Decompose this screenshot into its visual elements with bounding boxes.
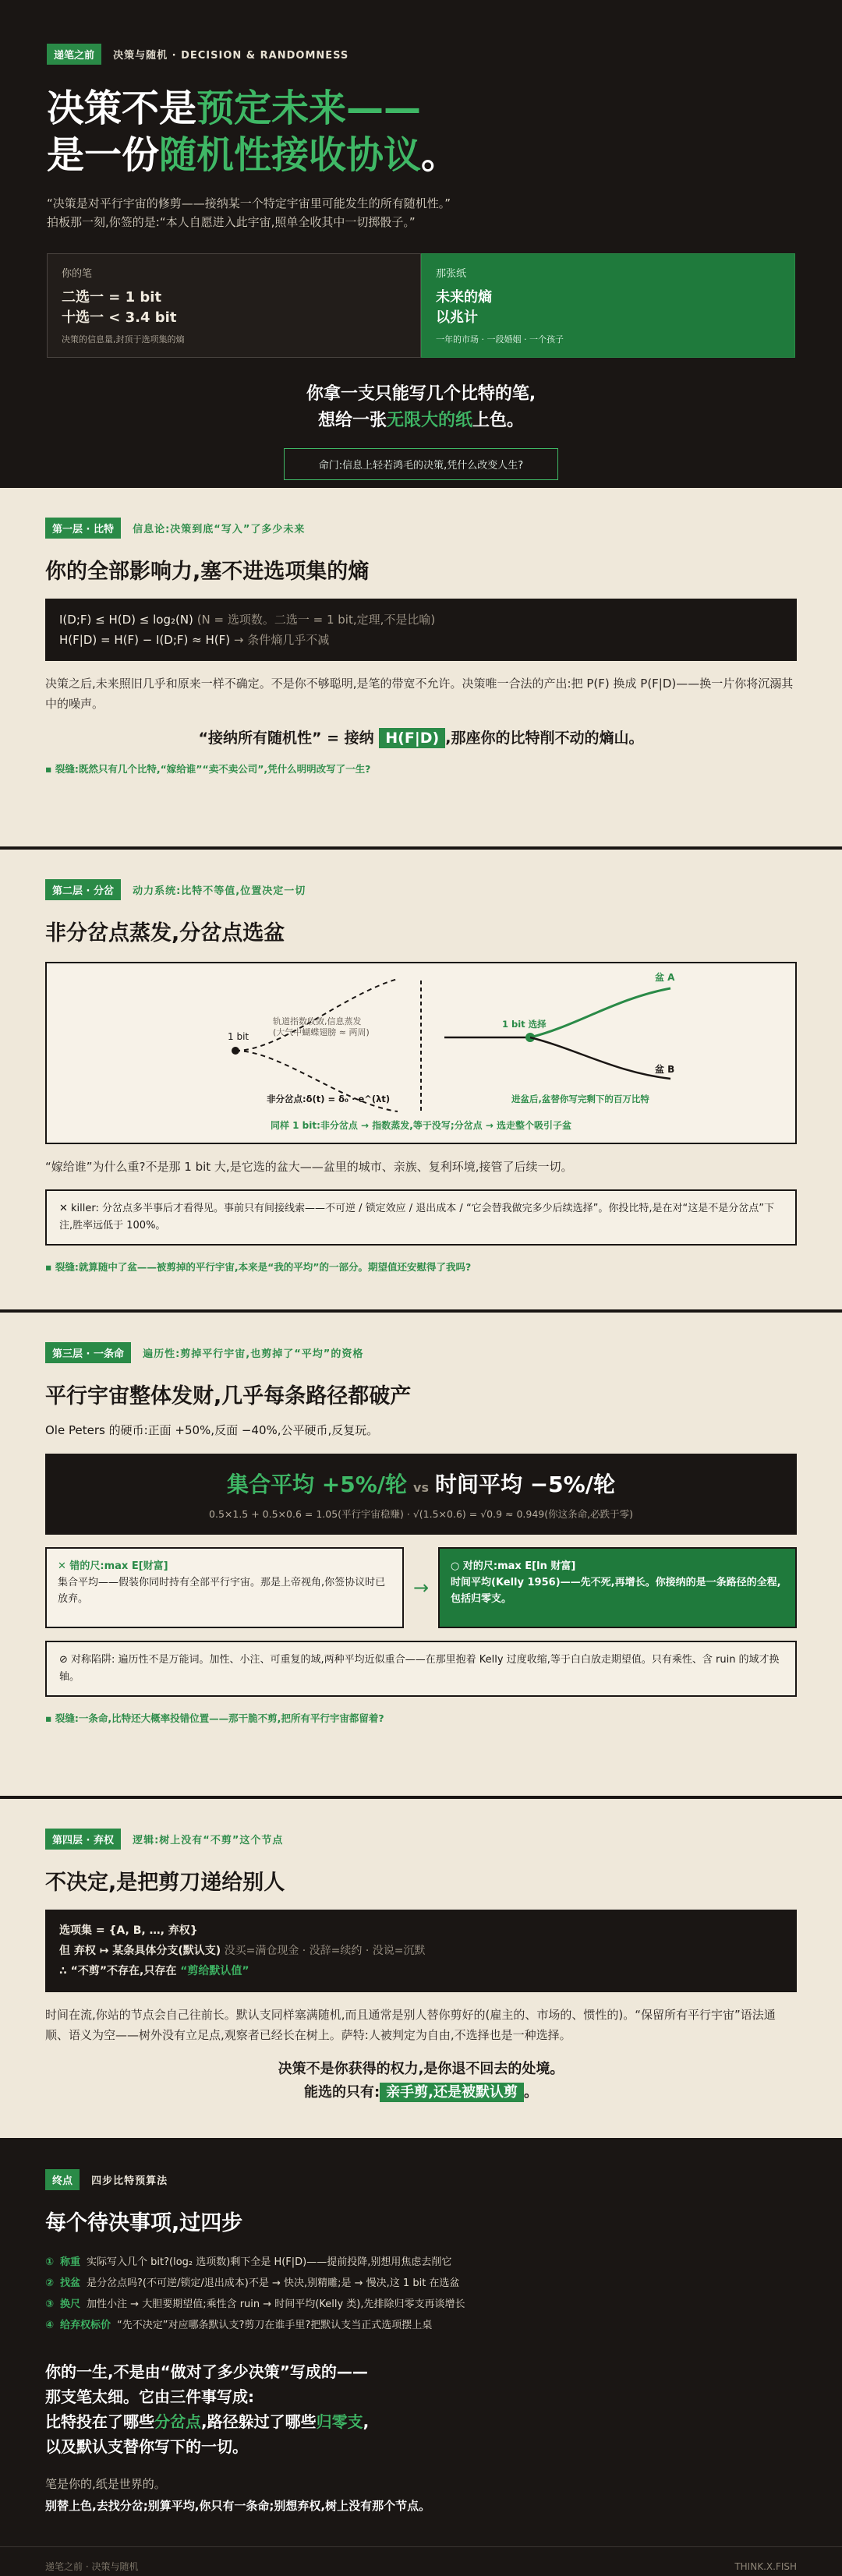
hero-kicker: 决策与随机 · DECISION & RANDOMNESS [113, 50, 349, 62]
s4-kicker: 逻辑:树上没有“不剪”这个节点 [133, 1835, 284, 1846]
hero-title-part: 是一份 [47, 133, 160, 177]
s4-kicker-row [45, 1829, 797, 1850]
hero-claim-highlight: 无限大的纸 [386, 411, 472, 430]
section-final [0, 2138, 842, 2546]
todo-number: ② [45, 2277, 55, 2289]
basin-b-label: 盆 B [655, 1064, 675, 1075]
right-ruler-title: ○ 对的尺:max E[ln 财富] [451, 1560, 576, 1572]
arrow-right-icon: → [412, 1577, 430, 1599]
logic-highlight: “剪给默认值” [176, 1965, 249, 1977]
s4-paragraph: 时间在流,你站的节点会自己往前长。默认支同样塞满随机,而且通常是别人替你剪好的(雇主的、市场的、惯性的)。“保留所有平行宇宙”语法通顺、语义为空——树外没有立足点,观察者已经长在树上。萨特:人被判定为自由,不选择也是一种选择。 [45, 2008, 776, 2042]
footer-left: 递笔之前 · 决策与随机 [45, 2561, 139, 2572]
logic-part: 但 弃权 ↦ 某条具体分支(默认支) [59, 1945, 221, 1957]
fin-highlight: 归零支 [316, 2412, 363, 2431]
todo-text: 加性小注 → 大胆要期望值;乘性含 ruin → 时间平均(Kelly 类),先排除归零支再谈增长 [87, 2299, 465, 2310]
hero-lead-line: 拍板那一刻,你签的是:“本人自愿进入此宇宙,照单全收其中一切掷骰子。” [47, 215, 416, 229]
todo-list [45, 2252, 797, 2336]
s2-paragraph: “嫁给谁”为什么重?不是那 1 bit 大,是它选的盆大——盆里的城市、亲族、复利环境,接管了后续一切。 [45, 1160, 573, 1174]
todo-text: “先不决定”对应哪条默认支?剪刀在谁手里?把默认支当正式选项摆上桌 [117, 2320, 433, 2331]
logic-line [59, 1941, 783, 1961]
fin-closing-line: 别替上色,去找分岔;别算平均,你只有一条命;别想弃权,树上没有那个节点。 [45, 2499, 431, 2513]
pen-note: 决策的信息量,封顶于选项集的熵 [62, 334, 185, 345]
basin-a-label: 盆 A [655, 972, 675, 983]
pen-value: 二选一 = 1 bit [62, 289, 162, 306]
hero-title-part: 。 [421, 133, 459, 177]
todo-item [45, 2273, 797, 2294]
s1-formula-box [45, 599, 797, 661]
todo-number: ④ [45, 2320, 55, 2331]
wrong-ruler-body: 集合平均——假装你同时持有全部平行宇宙。那是上帝视角,你签协议时已放弃。 [58, 1577, 386, 1605]
hero-lead [47, 194, 795, 231]
s4-logic-box [45, 1910, 797, 1992]
paper-value: 以兆计 [436, 309, 478, 326]
logic-line [59, 1961, 783, 1981]
s3-title: 平行宇宙整体发财,几乎每条路径都破产 [45, 1384, 412, 1408]
hero-claim-part: 想给一张 [317, 411, 387, 430]
ensemble-average: 集合平均 +5%/轮 [227, 1472, 408, 1497]
hero-claim-part: 上色。 [472, 411, 525, 430]
hero-lead-line: “决策是对平行宇宙的修剪——接纳某一个特定宇宙里可能发生的所有随机性。” [47, 196, 451, 210]
hero-badge: 递笔之前 [47, 44, 101, 65]
fin-kicker: 四步比特预算法 [91, 2175, 168, 2187]
wrong-ruler-box [45, 1547, 404, 1628]
footer-brand: THINK.X.FISH [734, 2560, 797, 2572]
hero-title-highlight: 随机性接收协议 [159, 133, 422, 177]
hero-title-highlight: 预定未来—— [196, 87, 422, 130]
s1-kicker: 信息论:决策到底“写入”了多少未来 [133, 524, 306, 535]
s1-badge: 第一层 · 比特 [45, 518, 121, 539]
bifurcation-diagram [45, 962, 797, 1144]
paper-box [421, 253, 795, 358]
right-ruler-box [438, 1547, 797, 1628]
s2-badge: 第二层 · 分岔 [45, 879, 121, 900]
average-compare [45, 1454, 797, 1535]
todo-key: 称重 [60, 2256, 81, 2268]
todo-number: ③ [45, 2299, 55, 2310]
hero-title [47, 85, 795, 178]
todo-item [45, 2315, 797, 2336]
hero-claim-line [47, 408, 795, 434]
s1-formula: H(F|D) = H(F) − I(D;F) ≈ H(F) [59, 633, 231, 647]
vs-label: vs [413, 1480, 429, 1495]
diagram-footnote: 同样 1 bit:非分岔点 → 指数蒸发,等于没写;分岔点 → 选走整个吸引子盆 [270, 1120, 572, 1131]
todo-item [45, 2252, 797, 2273]
todo-key: 找盆 [60, 2277, 81, 2289]
s4-conclusion-part: 。 [524, 2084, 539, 2101]
fin-statement-line: 那支笔太细。它由三件事写成: [45, 2387, 254, 2406]
basin-a-branch [530, 988, 670, 1037]
s2-hook: ▪ 裂缝:就算随中了盆——被剪掉的平行宇宙,本来是“我的平均”的一部分。期望值还安慰得了我吗? [45, 1261, 472, 1273]
average-compare-row [45, 1468, 797, 1499]
section-bifurcation [0, 850, 842, 1309]
paper-value: 未来的熵 [436, 289, 492, 306]
left-bit-label: 1 bit [228, 1031, 249, 1042]
todo-text: 是分岔点吗?(不可逆/锁定/退出成本)不是 → 快决,别精雕;是 → 慢决,这 1 bit 在选盆 [87, 2277, 460, 2289]
pen-caption: 你的笔 [62, 268, 93, 280]
s1-formula-note: → 条件熵几乎不减 [230, 633, 330, 647]
page-footer [0, 2546, 842, 2576]
logic-note: 没买=满仓现金 · 没辞=续约 · 没说=沉默 [221, 1945, 426, 1957]
s4-conclusion [45, 2058, 797, 2104]
wrong-ruler-title: ✕ 错的尺:max E[财富] [58, 1560, 168, 1572]
s2-title: 非分岔点蒸发,分岔点选盆 [45, 921, 285, 945]
hero-question: 命门:信息上轻若鸿毛的决策,凭什么改变人生? [284, 448, 558, 480]
fin-statement-line: 以及默认支替你写下的一切。 [45, 2437, 248, 2456]
section-abstain [0, 1799, 842, 2138]
s3-kicker-row [45, 1342, 797, 1363]
fin-closing-line: 笔是你的,纸是世界的。 [45, 2477, 166, 2491]
s4-conclusion-part: 能选的只有: [303, 2084, 380, 2101]
s1-conclusion-highlight: H(F|D) [379, 728, 445, 748]
average-equation: 0.5×1.5 + 0.5×0.6 = 1.05(平行宇宙稳赚) · √(1.5×0.6) = √0.9 ≈ 0.949(你这条命,必跌于零) [209, 1508, 633, 1520]
s1-conclusion-part: ,那座你的比特削不动的熵山。 [445, 730, 644, 747]
todo-text: 实际写入几个 bit?(log₂ 选项数)剩下全是 H(F|D)——提前投降,别想用焦虑去削它 [87, 2256, 452, 2268]
hero-title-part: 决策不是 [47, 87, 197, 130]
logic-part: ∴ “不剪”不存在,只存在 [59, 1965, 177, 1977]
hero-compare [47, 253, 795, 358]
s1-formula: I(D;F) ≤ H(D) ≤ log₂(N) [59, 613, 193, 627]
right-caption: 进盆后,盆替你写完剩下的百万比特 [511, 1094, 649, 1104]
left-caption: 非分岔点:δ(t) = δ₀ · e^(λt) [267, 1094, 391, 1104]
todo-item [45, 2294, 797, 2315]
right-bit-label: 1 bit 选择 [502, 1019, 547, 1030]
bifurcation-svg [47, 963, 795, 1143]
s1-conclusion [45, 726, 797, 747]
hero-kicker-row [47, 44, 795, 65]
s1-formula-note: (N = 选项数。二选一 = 1 bit,定理,不是比喻) [193, 613, 436, 627]
logic-line: 选项集 = {A, B, …, 弃权} [59, 1924, 198, 1937]
hero-claim-line: 你拿一支只能写几个比特的笔, [306, 384, 536, 404]
fin-kicker-row [45, 2169, 797, 2190]
fin-part: 比特投在了哪些 [45, 2412, 154, 2431]
s1-title: 你的全部影响力,塞不进选项集的熵 [45, 560, 370, 584]
s1-formula-line [59, 610, 783, 630]
time-average: 时间平均 −5%/轮 [434, 1472, 615, 1497]
fin-part: ,路径躲过了哪些 [201, 2412, 317, 2431]
s2-killer-box: ✕ killer: 分岔点多半事后才看得见。事前只有间接线索——不可逆 / 锁定效应 / 退出成本 / “它会替我做完多少后续选择”。你投比特,是在对“这是不是分岔点”下注,胜率远低于 100%。 [45, 1189, 797, 1246]
pen-value: 十选一 < 3.4 bit [62, 309, 177, 326]
paper-note: 一年的市场 · 一段婚姻 · 一个孩子 [436, 334, 564, 345]
paper-values [436, 288, 780, 328]
s2-kicker-row [45, 879, 797, 900]
fin-statement-line [45, 2409, 797, 2434]
left-note: (大气中蝴蝶翅膀 ≈ 两周) [273, 1027, 370, 1037]
s4-conclusion-line: 决策不是你获得的权力,是你退不回去的处境。 [278, 2061, 564, 2077]
left-note: 轨道指数收敛,信息蒸发 [273, 1016, 362, 1027]
s2-kicker: 动力系统:比特不等值,位置决定一切 [133, 885, 306, 897]
section-ergodicity [0, 1313, 842, 1796]
fin-statement-line: 你的一生,不是由“做对了多少决策”写成的—— [45, 2362, 368, 2381]
todo-key: 给弃权标价 [60, 2320, 111, 2331]
fin-closing [45, 2473, 797, 2517]
todo-number: ① [45, 2256, 55, 2268]
s1-kicker-row [45, 518, 797, 539]
s4-conclusion-highlight: 亲手剪,还是被默认剪 [380, 2083, 524, 2102]
s1-formula-line [59, 630, 783, 650]
basin-b-branch [530, 1037, 670, 1079]
s3-kicker: 遍历性:剪掉平行宇宙,也剪掉了“平均”的资格 [143, 1348, 364, 1360]
hero-claim [47, 381, 795, 434]
s4-conclusion-line [45, 2081, 797, 2104]
s3-subtitle: Ole Peters 的硬币:正面 +50%,反面 −40%,公平硬币,反复玩。 [45, 1423, 379, 1437]
fin-badge: 终点 [45, 2169, 80, 2190]
fin-highlight: 分岔点 [154, 2412, 201, 2431]
s3-badge: 第三层 · 一条命 [45, 1342, 131, 1363]
paper-caption: 那张纸 [436, 268, 467, 280]
pen-box [47, 253, 421, 358]
section-bits [0, 488, 842, 846]
s4-title: 不决定,是把剪刀递给别人 [45, 1871, 285, 1895]
pen-values [62, 288, 406, 328]
s4-badge: 第四层 · 弃权 [45, 1829, 121, 1850]
ruler-compare [45, 1547, 797, 1628]
todo-key: 换尺 [60, 2299, 81, 2310]
hero-section [0, 0, 842, 485]
s3-hook: ▪ 裂缝:一条命,比特还大概率投错位置——那干脆不剪,把所有平行宇宙都留着? [45, 1712, 384, 1724]
s1-paragraph: 决策之后,未来照旧几乎和原来一样不确定。不是你不够聪明,是笔的带宽不允许。决策唯一合法的产出:把 P(F) 换成 P(F|D)——换一片你将沉溺其中的噪声。 [45, 677, 794, 711]
fin-statement [45, 2359, 797, 2459]
s1-hook: ▪ 裂缝:既然只有几个比特,“嫁给谁”“卖不卖公司”,凭什么明明改写了一生? [45, 763, 371, 775]
s3-trap-box: ⊘ 对称陷阱: 遍历性不是万能词。加性、小注、可重复的域,两种平均近似重合——在那里抱着 Kelly 过度收缩,等于白白放走期望值。只有乘性、含 ruin 的域才换轴。 [45, 1641, 797, 1697]
s1-conclusion-part: “接纳所有随机性” = 接纳 [198, 730, 374, 747]
right-ruler-body: 时间平均(Kelly 1956)——先不死,再增长。你接纳的是一条路径的全程,包括归零支。 [451, 1577, 781, 1605]
trajectory-upper [235, 979, 398, 1051]
fin-part: , [363, 2412, 370, 2431]
fin-title: 每个待决事项,过四步 [45, 2211, 243, 2235]
